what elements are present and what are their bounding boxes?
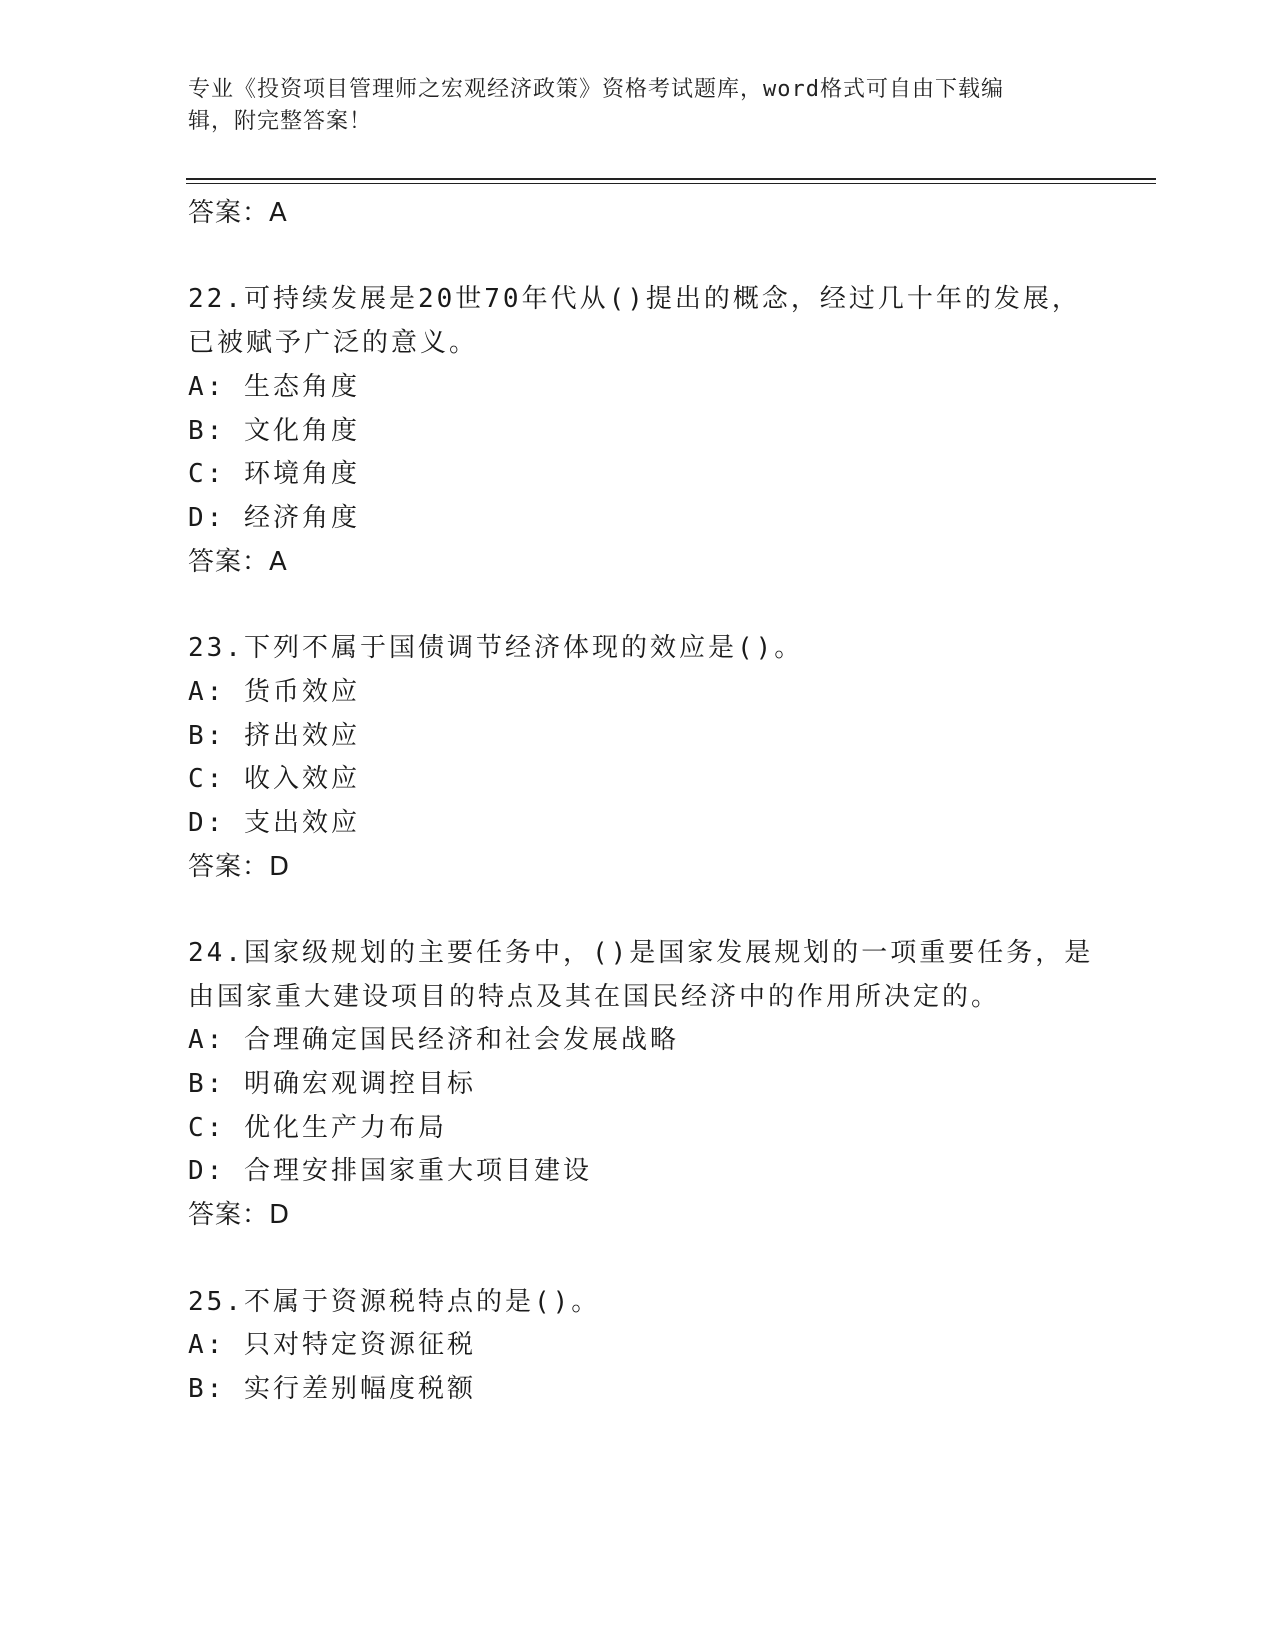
question-23-stem-line-1: 23.下列不属于国债调节经济体现的效应是()。 xyxy=(188,633,804,663)
header-line-1: 专业《投资项目管理师之宏观经济政策》资格考试题库，word格式可自由下载编 xyxy=(188,77,1004,102)
question-23-option-c: C: 收入效应 xyxy=(188,764,360,794)
question-22-option-d: D: 经济角度 xyxy=(188,503,360,533)
question-23-answer: 答案：D xyxy=(188,852,291,882)
header-line-2: 辑，附完整答案！ xyxy=(188,109,373,134)
question-22-answer: 答案：A xyxy=(188,547,288,577)
question-25-stem-line-1: 25.不属于资源税特点的是()。 xyxy=(188,1287,601,1317)
question-23-option-a: A: 货币效应 xyxy=(188,677,360,707)
header-rule-thick xyxy=(186,178,1156,180)
question-22-option-c: C: 环境角度 xyxy=(188,459,360,489)
question-25-option-b: B: 实行差别幅度税额 xyxy=(188,1374,476,1404)
question-22-option-a: A: 生态角度 xyxy=(188,372,360,402)
question-24-option-b: B: 明确宏观调控目标 xyxy=(188,1069,476,1099)
header-rule-thin xyxy=(186,183,1156,184)
question-24-option-d: D: 合理安排国家重大项目建设 xyxy=(188,1156,592,1186)
question-23-option-b: B: 挤出效应 xyxy=(188,721,360,751)
page-header xyxy=(188,74,1068,138)
question-24-stem-line-1: 24.国家级规划的主要任务中，()是国家发展规划的一项重要任务，是 xyxy=(188,938,1094,968)
question-24-option-c: C: 优化生产力布局 xyxy=(188,1113,447,1143)
question-23-option-d: D: 支出效应 xyxy=(188,808,360,838)
question-24-option-a: A: 合理确定国民经济和社会发展战略 xyxy=(188,1025,679,1055)
question-22-stem-line-1: 22.可持续发展是20世70年代从()提出的概念，经过几十年的发展， xyxy=(188,284,1081,314)
question-22-stem-line-2: 已被赋予广泛的意义。 xyxy=(188,328,479,358)
question-22-option-b: B: 文化角度 xyxy=(188,416,360,446)
question-25-option-a: A: 只对特定资源征税 xyxy=(188,1330,476,1360)
previous-answer: 答案：A xyxy=(188,198,288,228)
question-24-answer: 答案：D xyxy=(188,1200,291,1230)
question-24-stem-line-2: 由国家重大建设项目的特点及其在国民经济中的作用所决定的。 xyxy=(188,982,1001,1012)
